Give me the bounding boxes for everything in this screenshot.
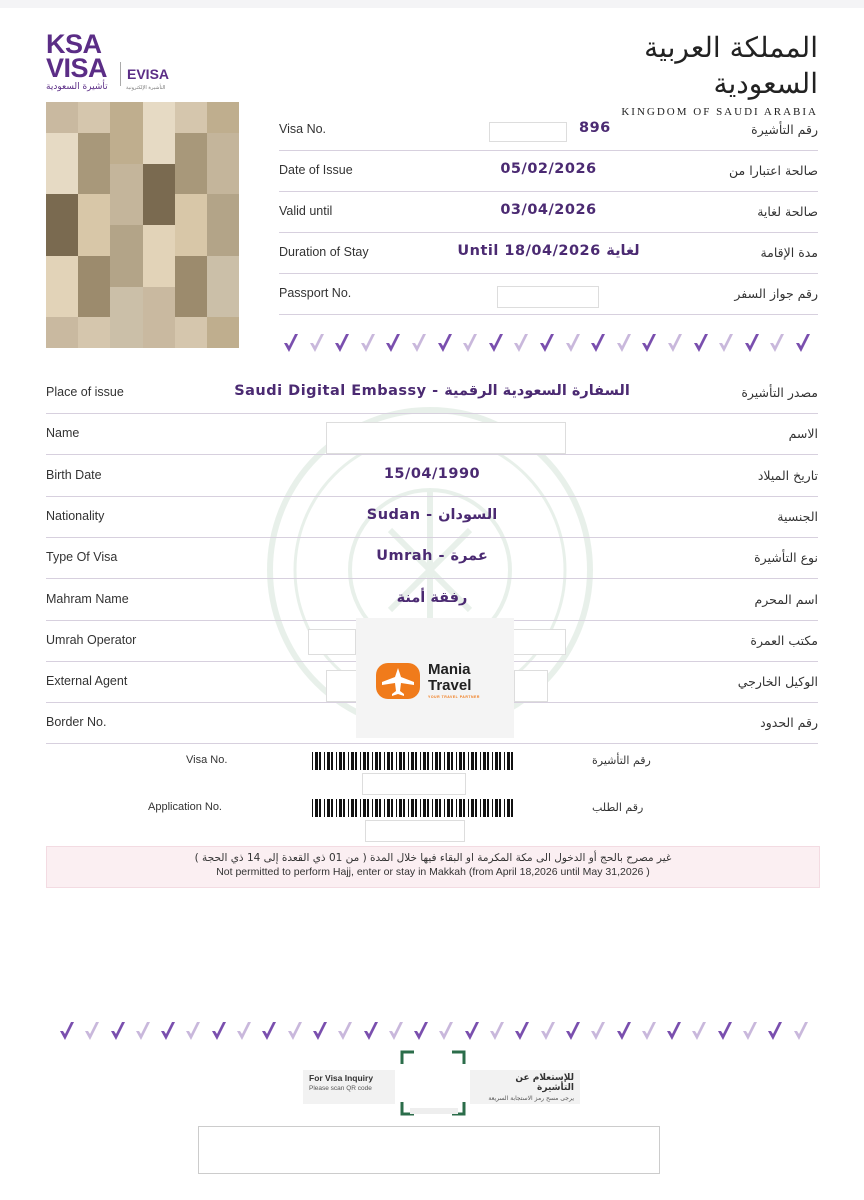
barcode-bar	[480, 799, 481, 817]
photo-pixel	[78, 225, 110, 256]
barcode-bar	[459, 752, 462, 770]
photo-pixel	[175, 287, 207, 318]
photo-pixel	[46, 225, 78, 256]
barcode-bar	[312, 752, 313, 770]
inquiry-en-title: For Visa Inquiry	[309, 1073, 374, 1083]
inquiry-ar-sub: يرجى مسح رمز الاستجابة السريعة	[488, 1095, 574, 1102]
stamp-tagline: YOUR TRAVEL PARTNER	[428, 695, 480, 699]
ksa-logo-line2: VISA	[46, 53, 108, 83]
checkmark-icon	[410, 332, 428, 354]
photo-pixel	[46, 317, 78, 348]
photo-pixel	[110, 225, 142, 256]
checkmark-icon	[666, 332, 684, 354]
barcode-bar	[315, 799, 318, 817]
kingdom-logo	[588, 30, 818, 118]
field-label-en: Valid until	[279, 204, 333, 218]
barcode-bar	[504, 799, 505, 817]
field-label-en: Date of Issue	[279, 163, 353, 177]
barcode-bar	[396, 752, 397, 770]
visa-barcode	[312, 752, 518, 770]
barcode-bar	[355, 752, 357, 770]
main_fields-row	[46, 538, 818, 579]
field-label-ar: اسم المحرم	[754, 592, 818, 607]
checkmark-icon	[564, 1020, 582, 1042]
field-label-ar: مدة الإقامة	[760, 245, 818, 260]
photo-pixel	[175, 256, 207, 287]
stamp-name-line2: Travel	[428, 677, 472, 694]
checkmark-strip-bottom	[58, 1020, 810, 1042]
barcode-bar	[319, 752, 321, 770]
barcode-bar	[360, 799, 361, 817]
barcode-bar	[492, 799, 493, 817]
barcode-bar	[355, 799, 357, 817]
hajj-restriction-notice	[46, 846, 820, 888]
field-label-ar: نوع التأشيرة	[754, 550, 818, 565]
photo-pixel	[175, 225, 207, 256]
checkmark-icon	[741, 1020, 759, 1042]
photo-pixel	[207, 194, 239, 225]
barcode-bar	[396, 799, 397, 817]
field-label-ar: الاسم	[788, 426, 818, 441]
barcode-bar	[423, 799, 426, 817]
checkmark-icon	[235, 1020, 253, 1042]
checkmark-icon	[437, 1020, 455, 1042]
checkmark-icon	[412, 1020, 430, 1042]
barcode-bar	[511, 799, 513, 817]
checkmark-icon	[436, 332, 454, 354]
checkmark-icon	[513, 1020, 531, 1042]
barcode-bar	[432, 752, 433, 770]
checkmark-icon	[359, 332, 377, 354]
field-label-ar: رقم الحدود	[760, 715, 818, 730]
barcode-bar	[408, 799, 409, 817]
photo-pixel	[175, 133, 207, 164]
checkmark-icon	[615, 332, 633, 354]
redacted-value	[514, 670, 548, 702]
barcode-bar	[411, 799, 414, 817]
barcode-bar	[363, 752, 366, 770]
main_fields-row	[46, 456, 818, 497]
checkmark-icon	[717, 332, 735, 354]
notice-ar: غير مصرح بالحج أو الدخول الى مكة المكرمة او البقاء فيها خلال المدة ( من 01 ذي القعدة إلى 14 ذي الحجة )	[194, 852, 672, 864]
barcode-bar	[451, 799, 453, 817]
barcode-bar	[348, 752, 349, 770]
top_fields-row	[279, 233, 818, 274]
photo-pixel	[175, 194, 207, 225]
main_fields-row	[46, 580, 818, 621]
checkmark-icon	[159, 1020, 177, 1042]
checkmark-icon	[487, 332, 505, 354]
barcode-bar	[379, 752, 381, 770]
photo-pixel	[143, 256, 175, 287]
photo-pixel	[207, 102, 239, 133]
redacted-value	[489, 122, 567, 142]
barcode-bar	[331, 752, 333, 770]
barcode-bar	[427, 799, 429, 817]
barcode-bar	[468, 799, 469, 817]
barcode-bar	[348, 799, 349, 817]
barcode-bar	[459, 799, 462, 817]
barcode-bar	[339, 799, 342, 817]
barcode-bar	[411, 752, 414, 770]
photo-pixel	[110, 287, 142, 318]
barcode-bar	[511, 752, 513, 770]
inquiry-ar	[470, 1070, 580, 1104]
field-label-ar: رقم التأشيرة	[751, 122, 818, 137]
checkmark-icon	[564, 332, 582, 354]
field-value: 03/04/2026	[500, 202, 597, 218]
barcode-bar	[480, 752, 481, 770]
barcode-bar	[495, 799, 498, 817]
barcode-bar	[339, 752, 342, 770]
redacted-value	[510, 629, 566, 655]
field-label-en: Birth Date	[46, 468, 102, 482]
barcode-bar	[391, 752, 393, 770]
barcode-bar	[387, 799, 390, 817]
checkmark-icon	[792, 1020, 810, 1042]
photo-pixel	[78, 133, 110, 164]
field-label-en: Type Of Visa	[46, 550, 118, 564]
photo-pixel	[207, 164, 239, 195]
field-label-en: Place of issue	[46, 385, 124, 399]
field-value: Saudi Digital Embassy - السفارة السعودية الرقمية	[234, 383, 630, 399]
checkmark-icon	[665, 1020, 683, 1042]
checkmark-icon	[184, 1020, 202, 1042]
barcode-bar	[351, 752, 354, 770]
field-label-en: Border No.	[46, 715, 107, 729]
checkmark-icon	[384, 332, 402, 354]
checkmark-icon	[512, 332, 530, 354]
photo-pixel	[46, 133, 78, 164]
barcode-bar	[507, 799, 510, 817]
barcode-bar	[444, 799, 445, 817]
barcode-bar	[360, 752, 361, 770]
barcode-bar	[487, 799, 489, 817]
checkmark-icon	[640, 332, 658, 354]
checkmark-icon	[589, 332, 607, 354]
top_fields-row	[279, 151, 818, 192]
redacted-visa-number	[362, 773, 466, 795]
photo-pixel	[46, 164, 78, 195]
checkmark-icon	[58, 1020, 76, 1042]
checkmark-strip-top	[282, 332, 812, 354]
checkmark-icon	[109, 1020, 127, 1042]
barcode-bar	[372, 799, 373, 817]
field-label-en: Umrah Operator	[46, 633, 137, 647]
barcode-bar	[468, 752, 469, 770]
field-value: رفقة أمنة	[396, 590, 468, 606]
photo-pixel	[46, 194, 78, 225]
barcode-bar	[324, 752, 325, 770]
barcode-bar	[447, 752, 450, 770]
photo-pixel	[175, 102, 207, 133]
barcode-bar	[447, 799, 450, 817]
field-value: Sudan - السودان	[366, 507, 498, 523]
checkmark-icon	[362, 1020, 380, 1042]
checkmark-icon	[336, 1020, 354, 1042]
barcode-bar	[415, 799, 417, 817]
evisa-logo: EVISA	[120, 62, 169, 86]
barcode-bar	[439, 799, 441, 817]
photo-pixel	[78, 317, 110, 348]
checkmark-icon	[488, 1020, 506, 1042]
photo-pixel	[46, 102, 78, 133]
barcode-bar	[312, 799, 313, 817]
photo-pixel	[143, 133, 175, 164]
barcode-bar	[463, 799, 465, 817]
mania-travel-stamp	[356, 618, 514, 738]
main_fields-row	[46, 414, 818, 455]
checkmark-icon	[282, 332, 300, 354]
qr-code-frame	[400, 1050, 466, 1116]
checkmark-icon	[743, 332, 761, 354]
photo-pixel	[143, 164, 175, 195]
stamp-name-line1: Mania	[428, 661, 471, 678]
main_fields-row	[46, 373, 818, 414]
barcode-bar	[379, 799, 381, 817]
barcode-bar	[391, 799, 393, 817]
barcode-bar	[471, 799, 474, 817]
checkmark-icon	[716, 1020, 734, 1042]
kingdom-name-en: KINGDOM OF SAUDI ARABIA	[621, 106, 818, 118]
barcode-bar	[432, 799, 433, 817]
barcode-bar	[336, 799, 337, 817]
field-value: 15/04/1990	[383, 466, 481, 482]
redacted-bottom-box	[198, 1126, 660, 1174]
barcode-bar	[375, 752, 378, 770]
barcode-bar	[367, 799, 369, 817]
field-label-en: Nationality	[46, 509, 105, 523]
top-strip	[0, 0, 864, 8]
photo-pixel	[207, 317, 239, 348]
checkmark-icon	[308, 332, 326, 354]
barcode-bar	[492, 752, 493, 770]
barcode-bar	[487, 752, 489, 770]
checkmark-icon	[766, 1020, 784, 1042]
redacted-application-number	[365, 820, 465, 842]
barcode-bar	[399, 799, 402, 817]
photo-pixel	[78, 102, 110, 133]
field-label-ar: تاريخ الميلاد	[757, 468, 818, 483]
barcode-bar	[499, 752, 501, 770]
field-label-ar: الجنسية	[777, 509, 818, 524]
barcode-bar	[336, 752, 337, 770]
photo-pixel	[207, 256, 239, 287]
checkmark-icon	[311, 1020, 329, 1042]
barcode-bar	[327, 799, 330, 817]
photo-pixel	[207, 133, 239, 164]
barcode-bar	[507, 752, 510, 770]
barcode-bar	[483, 799, 486, 817]
barcode-bar	[387, 752, 390, 770]
photo-pixel	[110, 256, 142, 287]
field-value: 896	[579, 120, 611, 136]
checkmark-icon	[692, 332, 710, 354]
applicant-photo-pixelated	[46, 102, 239, 348]
inquiry-en-sub: Please scan QR code	[309, 1085, 372, 1092]
barcode-visa-label-ar: رقم التأشيرة	[592, 754, 651, 767]
barcode-bar	[435, 752, 438, 770]
photo-pixel	[175, 164, 207, 195]
barcode-bar	[372, 752, 373, 770]
checkmark-icon	[463, 1020, 481, 1042]
application-barcode	[312, 799, 518, 817]
barcode-visa-label-en: Visa No.	[186, 754, 228, 766]
barcode-bar	[499, 799, 501, 817]
barcode-bar	[456, 752, 457, 770]
barcode-bar	[327, 752, 330, 770]
photo-pixel	[110, 102, 142, 133]
barcode-bar	[420, 752, 421, 770]
inquiry-en	[303, 1070, 395, 1104]
barcode-bar	[420, 799, 421, 817]
photo-pixel	[143, 225, 175, 256]
barcode-bar	[367, 752, 369, 770]
checkmark-icon	[83, 1020, 101, 1042]
checkmark-icon	[690, 1020, 708, 1042]
barcode-bar	[343, 752, 345, 770]
photo-pixel	[110, 194, 142, 225]
barcode-bar	[399, 752, 402, 770]
checkmark-icon	[640, 1020, 658, 1042]
checkmark-icon	[538, 332, 556, 354]
barcode-bar	[331, 799, 333, 817]
barcode-bar	[439, 752, 441, 770]
photo-pixel	[110, 317, 142, 348]
photo-pixel	[78, 194, 110, 225]
barcode-bar	[456, 799, 457, 817]
field-label-ar: مكتب العمرة	[750, 633, 818, 648]
top_fields-row	[279, 110, 818, 151]
photo-pixel	[78, 164, 110, 195]
barcode-bar	[384, 799, 385, 817]
barcode-bar	[408, 752, 409, 770]
ksa-logo-line1: KSA	[46, 29, 102, 59]
barcode-bar	[319, 799, 321, 817]
photo-pixel	[143, 102, 175, 133]
field-label-en: External Agent	[46, 674, 128, 688]
field-label-ar: الوكيل الخارجي	[737, 674, 818, 689]
notice-en: Not permitted to perform Hajj, enter or stay in Makkah (from April 18,2026 until May 31,2026 )	[216, 866, 650, 878]
barcode-bar	[435, 799, 438, 817]
barcode-bar	[427, 752, 429, 770]
field-label-en: Mahram Name	[46, 592, 129, 606]
barcode-bar	[444, 752, 445, 770]
barcode-bar	[471, 752, 474, 770]
barcode-bar	[343, 799, 345, 817]
top_fields-row	[279, 192, 818, 233]
redacted-value	[497, 286, 599, 308]
redacted-value	[326, 670, 358, 702]
checkmark-icon	[260, 1020, 278, 1042]
photo-pixel	[110, 133, 142, 164]
field-label-ar: مصدر التأشيرة	[741, 385, 818, 400]
ksa-logo-sub: تأشيرة السعودية	[46, 82, 108, 92]
checkmark-icon	[589, 1020, 607, 1042]
checkmark-icon	[615, 1020, 633, 1042]
barcode-bar	[415, 752, 417, 770]
field-label-en: Visa No.	[279, 122, 327, 136]
photo-pixel	[78, 256, 110, 287]
photo-pixel	[143, 317, 175, 348]
field-label-ar: رقم جواز السفر	[734, 286, 818, 301]
plane-badge-icon	[376, 663, 420, 699]
barcode-bar	[363, 799, 366, 817]
barcode-bar	[475, 752, 477, 770]
checkmark-icon	[286, 1020, 304, 1042]
photo-pixel	[207, 287, 239, 318]
barcode-bar	[504, 752, 505, 770]
photo-pixel	[207, 225, 239, 256]
checkmark-icon	[461, 332, 479, 354]
field-value: Until 18/04/2026 لغاية	[457, 243, 640, 259]
checkmark-icon	[539, 1020, 557, 1042]
checkmark-icon	[387, 1020, 405, 1042]
barcode-bar	[324, 799, 325, 817]
barcode-app-label-ar: رقم الطلب	[592, 801, 644, 814]
photo-pixel	[175, 317, 207, 348]
barcode-bar	[403, 752, 405, 770]
checkmark-icon	[333, 332, 351, 354]
barcode-bar	[351, 799, 354, 817]
barcode-bar	[375, 799, 378, 817]
photo-pixel	[143, 194, 175, 225]
main_fields-row	[46, 497, 818, 538]
barcode-bar	[483, 752, 486, 770]
checkmark-icon	[794, 332, 812, 354]
field-label-en: Duration of Stay	[279, 245, 369, 259]
photo-pixel	[46, 287, 78, 318]
checkmark-icon	[210, 1020, 228, 1042]
evisa-sub: التأشيرة الإلكترونية	[126, 85, 166, 91]
kingdom-name-ar: المملكة العربية السعودية	[644, 31, 818, 100]
photo-pixel	[143, 287, 175, 318]
checkmark-icon	[134, 1020, 152, 1042]
photo-pixel	[46, 256, 78, 287]
redacted-value	[308, 629, 356, 655]
barcode-bar	[495, 752, 498, 770]
barcode-bar	[403, 799, 405, 817]
barcode-bar	[475, 799, 477, 817]
field-value: Umrah - عمرة	[376, 548, 488, 564]
barcode-app-label-en: Application No.	[148, 801, 222, 813]
inquiry-ar-title: للإستعلام عن التأشيرة	[515, 1073, 574, 1093]
barcode-bar	[384, 752, 385, 770]
field-label-en: Name	[46, 426, 80, 440]
barcode-bar	[451, 752, 453, 770]
barcode-bar	[463, 752, 465, 770]
field-label-ar: صالحة اعتبارا من	[729, 163, 818, 178]
photo-pixel	[78, 287, 110, 318]
top_fields-row	[279, 274, 818, 315]
field-value: 05/02/2026	[500, 161, 597, 177]
barcode-bar	[423, 752, 426, 770]
redacted-value	[326, 422, 566, 454]
barcode-bar	[315, 752, 318, 770]
checkmark-icon	[768, 332, 786, 354]
field-label-en: Passport No.	[279, 286, 352, 300]
photo-pixel	[110, 164, 142, 195]
field-label-ar: صالحة لغاية	[757, 204, 818, 219]
